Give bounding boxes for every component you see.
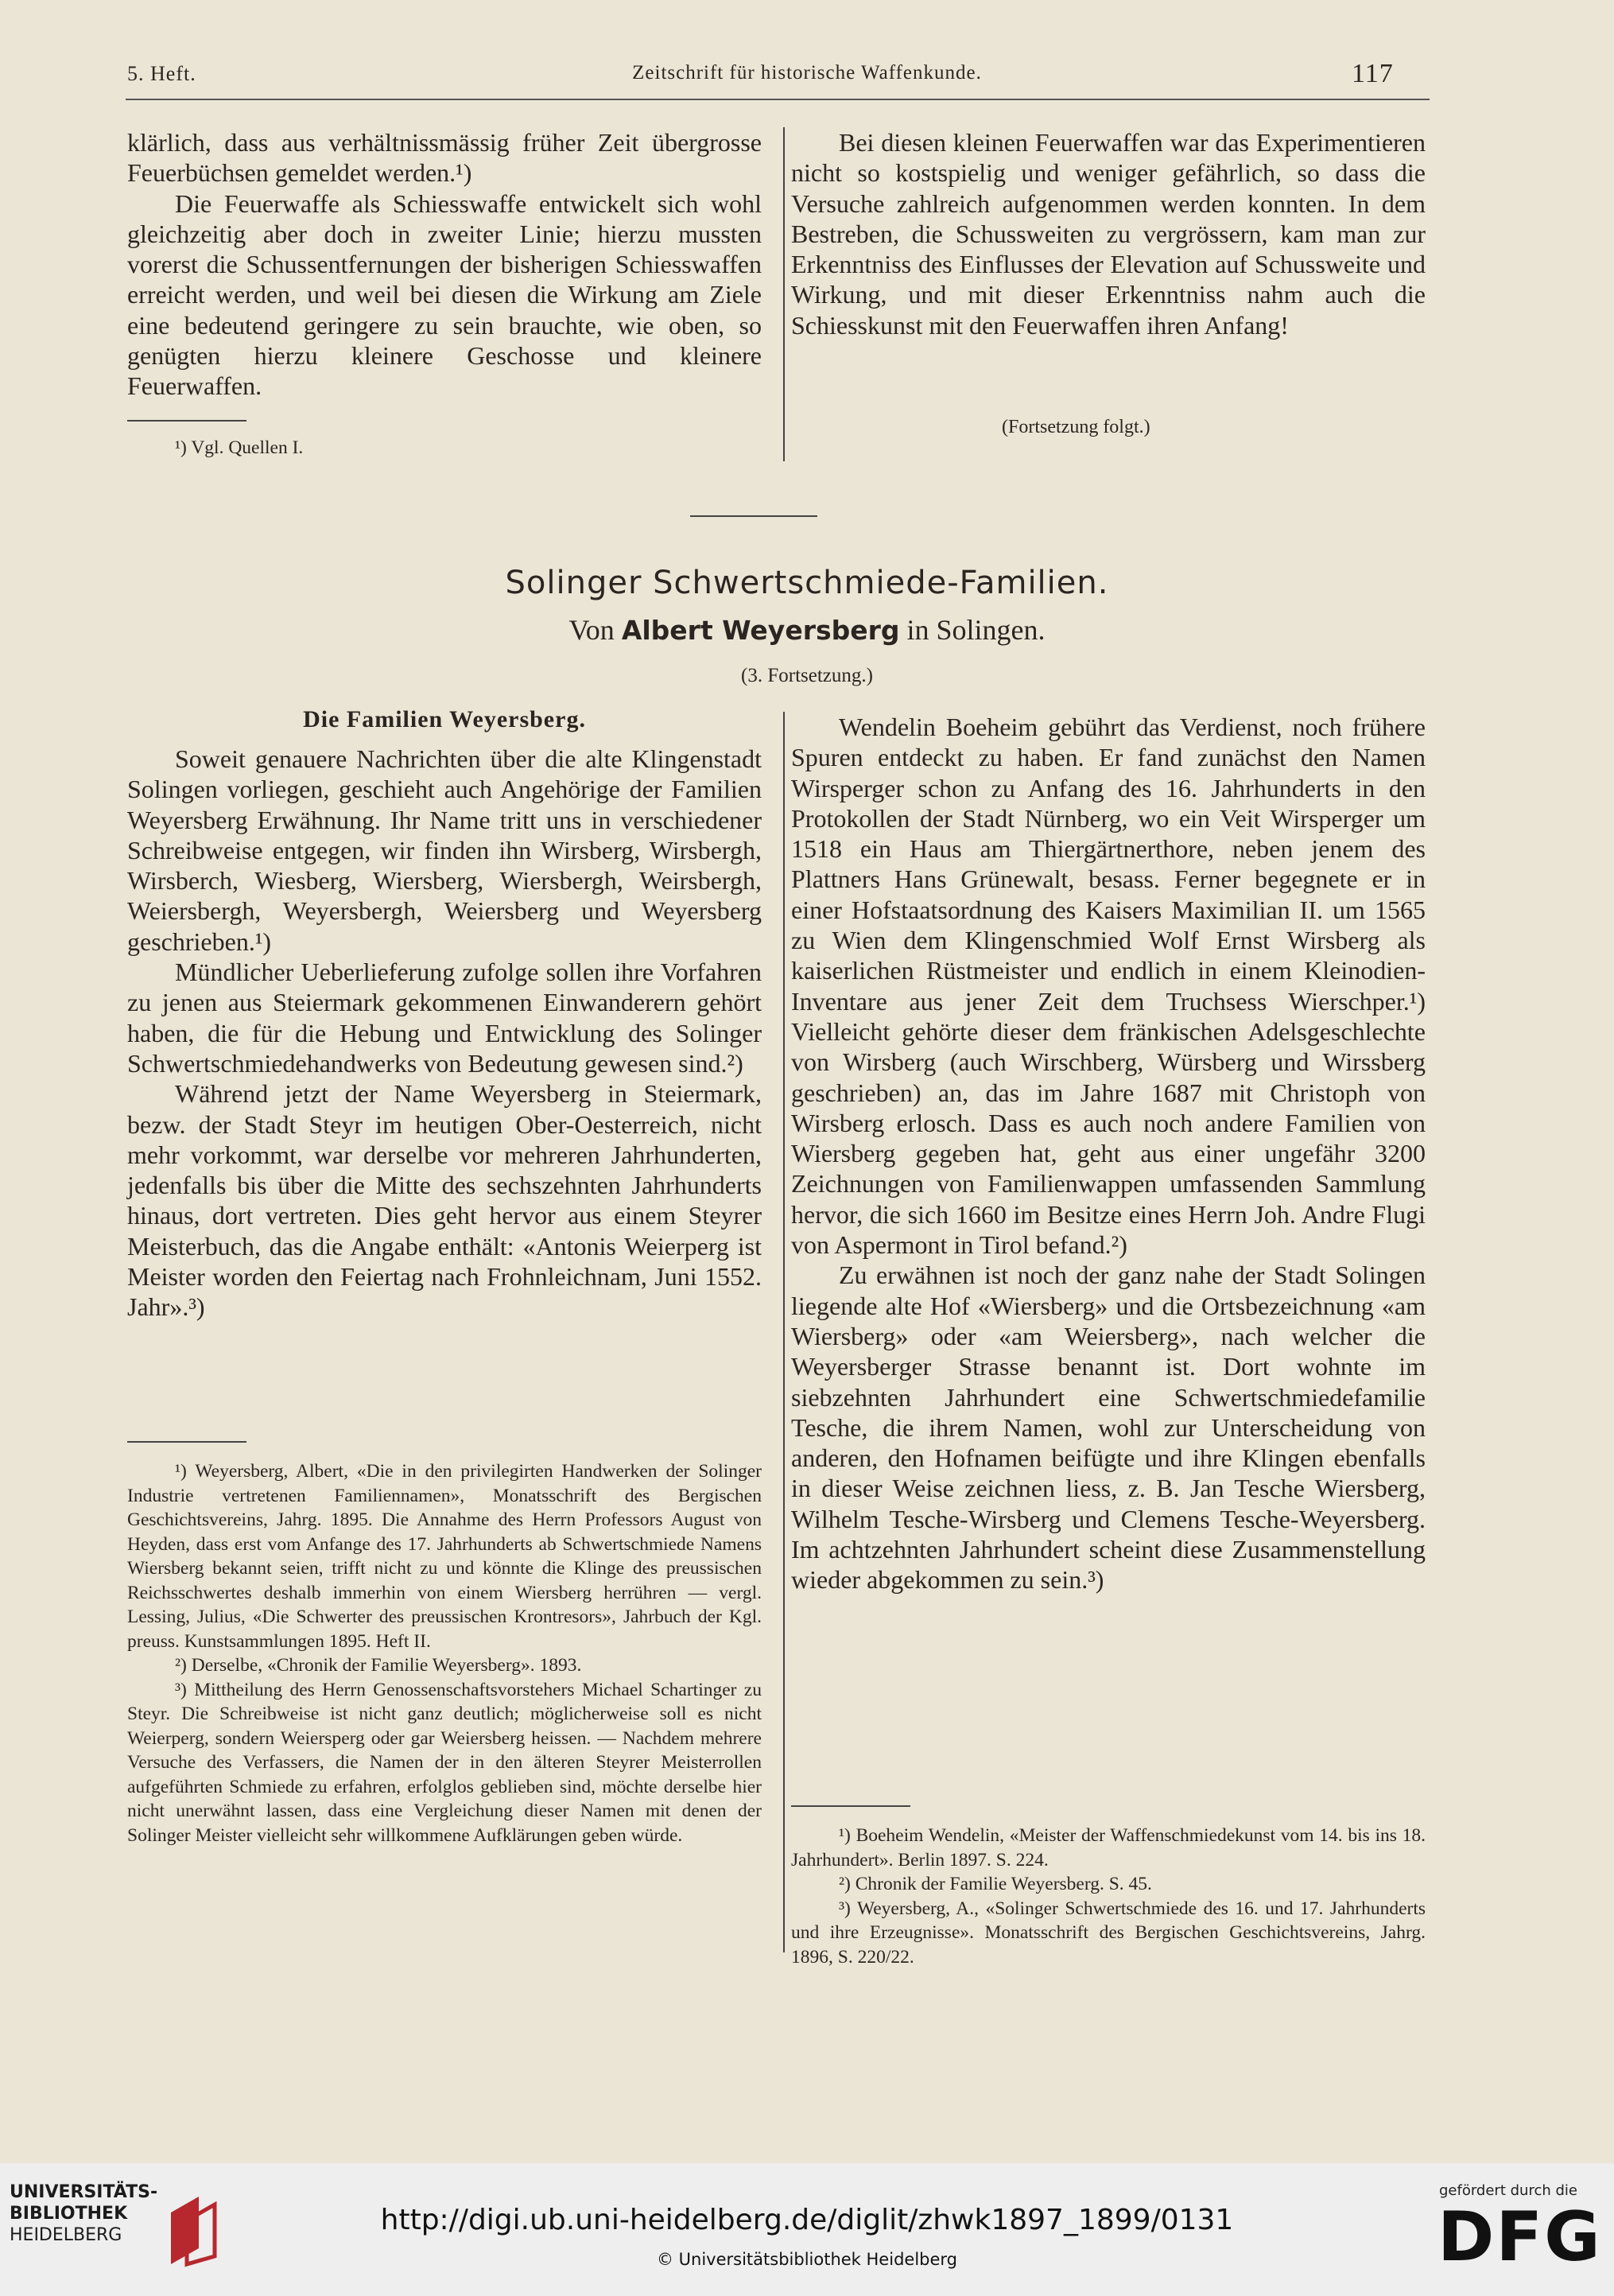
article-paragraph: Während jetzt der Name Weyersberg in Steiermark, bezw. der Stadt Steyr im heutigen Ober-Oesterreich, nicht mehr vorkommt, war derselbe vor mehreren Jahrhunderten, jedenfalls bis über die Mitte des sechszehnten Jahrhunderts hinaus, dort vertreten. Dies geht hervor aus einem Steyrer Meisterbuch, das die Angabe enthält: «Antonis Weierperg ist Meister worden den Feiertag nach Frohnleichnam, Juni 1552. Jahr».³)	[127, 1079, 762, 1322]
library-name-line: BIBLIOTHEK	[10, 2204, 128, 2224]
journal-title: Zeitschrift für historische Waffenkunde.	[632, 62, 982, 84]
article-left-footnotes	[127, 1459, 762, 1847]
library-name-line: HEIDELBERG	[10, 2225, 122, 2245]
copyright-notice: © Universitätsbibliothek Heidelberg	[656, 2250, 957, 2269]
article-paragraph: Zu erwähnen ist noch der ganz nahe der Stadt Solingen liegende alte Hof «Wiersberg» und die Ortsbezeichnung «am Wiersberg» oder «am Weiersberg», nach welcher die Weyersberger Strasse benannt ist. Dort wohnte im siebzehnten Jahrhundert eine Schwertschmiedefamilie Tesche, die ihrem Namen, wohl zur Unterscheidung von anderen, den Hofnamen beifügte und ihre Klingen ebenfalls in dieser Weise zeichnen liess, z. B. Jan Tesche Wiersberg, Wilhelm Tesche-Wirsberg und Clemens Tesche-Weyersberg. Im achtzehnten Jahrhundert scheint diese Zusammenstellung wieder abgekommen zu sein.³)	[791, 1261, 1426, 1595]
issue-label: 5. Heft.	[127, 62, 196, 85]
column-divider	[783, 712, 785, 1952]
article-paragraph: Soweit genauere Nachrichten über die alte Klingenstadt Solingen vorliegen, geschieht auch Angehörige der Familien Weyersberg Erwähnung. Ihr Name tritt uns in verschiedener Schreibweise entgegen, wir finden ihn Wirsberg, Wirsbergh, Wirsberch, Wiesberg, Wiersberg, Wiersbergh, Weirsbergh, Weiersbergh, Weyersbergh, Weiersberg und Weyersberg geschrieben.¹)	[127, 744, 762, 956]
footnote: ³) Weyersberg, A., «Solinger Schwertschmiede des 16. und 17. Jahrhunderts und ihre Erzeugnisse». Monatsschrift des Bergischen Geschichtsvereins, Jahrg. 1896, S. 220/22.	[791, 1898, 1426, 1968]
footnote: ³) Mittheilung des Herrn Genossenschaftsvorstehers Michael Schartinger zu Steyr. Die Schreibweise ist nicht ganz deutlich; möglicherweise soll es nicht Weierperg, sondern Weiersperg oder gar Weiersberg heissen. — Nachdem mehrere Versuche des Verfassers, die Namen der in den älteren Steyrer Meisterrollen aufgeführten Schmiede zu erfahren, erfolglos geblieben sind, möchte derselbe hier nicht unerwähnt lassen, dass eine Vergleichung dieser Namen mit denen der Solinger Meister vielleicht sehr willkommene Aufklärungen geben würde.	[127, 1679, 762, 1846]
funding-label: gefördert durch die	[1439, 2182, 1577, 2199]
article-paragraph: Mündlicher Ueberlieferung zufolge sollen ihre Vorfahren zu jenen aus Steiermark gekommenen Einwanderern gehört haben, die für die Hebung und Entwicklung des Solinger Schwertschmiedehandwerks von Bedeutung gewesen sind.²)	[127, 958, 762, 1078]
footnote-rule	[791, 1805, 910, 1807]
footnote: ¹) Vgl. Quellen I.	[175, 437, 304, 458]
footnote: ¹) Weyersberg, Albert, «Die in den privilegirten Handwerken der Solinger Industrie vertretenen Familiennamen», Monatsschrift des Bergischen Geschichtsvereins, Jahrg. 1895. Die Annahme des Herrn Professors August von Heyden, dass erst vom Anfange des 17. Jahrhunderts ab Schwertschmiede Namens Wiersberg bekannt seien, trifft nicht zu und könnte die Klinge des preussischen Reichsschwertes deshalb immerhin von einem Wiersberg herrühren — vergl. Lessing, Julius, «Die Schwerter des preussischen Krontresors», Jahrbuch der Kgl. preuss. Kunstsammlungen 1895. Heft II.	[127, 1461, 762, 1652]
footnote-rule	[127, 420, 246, 422]
prev-right-paragraph: Bei diesen kleinen Feuerwaffen war das Experimentieren nicht so kostspielig und weniger gefährlich, so dass die Versuche zahlreich aufgenommen werden konnten. In dem Bestreben, die Schussweiten zu vergrössern, kam man zur Erkenntniss des Einflusses der Elevation auf Schussweite und Wirkung, und mit dieser Erkenntniss nahm auch die Schiesskunst mit den Feuerwaffen ihren Anfang!	[791, 128, 1426, 340]
article-title: Solinger Schwertschmiede-Familien.	[505, 565, 1109, 601]
installment-note: (3. Fortsetzung.)	[741, 665, 873, 686]
article-separator	[690, 515, 817, 517]
article-right-column	[791, 712, 1426, 1595]
article-right-footnotes	[791, 1824, 1426, 1969]
column-divider	[783, 127, 785, 461]
author-name: Albert Weyersberg	[621, 615, 900, 646]
byline-prefix: Von	[568, 614, 615, 646]
footnote: ¹) Boeheim Wendelin, «Meister der Waffenschmiedekunst vom 14. bis ins 18. Jahrhundert». Berlin 1897. S. 224.	[791, 1825, 1426, 1871]
prev-left-footnotes	[127, 436, 762, 460]
prev-article-left-column	[127, 127, 762, 402]
header-rule	[126, 99, 1430, 100]
permalink-url[interactable]: http://digi.ub.uni-heidelberg.de/diglit/zhwk1897_1899/0131	[380, 2204, 1234, 2236]
page-number: 117	[1352, 59, 1394, 88]
prev-left-paragraph: klärlich, dass aus verhältnissmässig früher Zeit übergrosse Feuerbüchsen gemeldet werden.¹)	[127, 128, 762, 188]
continued-note: (Fortsetzung folgt.)	[1002, 417, 1150, 437]
footnote: ²) Chronik der Familie Weyersberg. S. 45.	[839, 1874, 1152, 1894]
library-name-line: UNIVERSITÄTS-	[10, 2182, 158, 2202]
footnote: ²) Derselbe, «Chronik der Familie Weyersberg». 1893.	[175, 1655, 582, 1676]
prev-left-paragraph: Die Feuerwaffe als Schiesswaffe entwickelt sich wohl gleichzeitig aber doch in zweiter Linie; hierzu mussten vorerst die Schussentfernungen der bisherigen Schiesswaffen erreicht werden, und weil bei diesen die Wirkung am Ziele eine bedeutend geringere zu sein brauchte, wie oben, so genügten hierzu kleinere Geschosse und kleinere Feuerwaffen.	[127, 188, 762, 401]
dfg-logo: DFG	[1437, 2197, 1602, 2277]
section-heading: Die Familien Weyersberg.	[303, 706, 586, 732]
article-paragraph: Wendelin Boeheim gebührt das Verdienst, noch frühere Spuren entdeckt zu haben. Er fand zunächst den Namen Wirsperger schon zu Anfang des 16. Jahrhunderts in den Protokollen der Stadt Nürnberg, wo ein Veit Wirsperger um 1518 ein Haus am Thiergärtnerthore, neben jenem des Plattners Hans Grünewalt, besass. Ferner begegnete er in einer Hofstaatsordnung des Kaisers Maximilian II. um 1565 zu Wien dem Klingenschmied Wolf Ernst Wirsberg als kaiserlichen Rüstmeister und endlich in einem Kleinodien-Inventare aus jener Zeit dem Truchsess Wierschper.¹) Vielleicht gehörte dieser dem fränkischen Adelsgeschlechte von Wirsberg (auch Wirschberg, Würsberg und Wirssberg geschrieben) an, das im Jahre 1687 mit Christoph von Wirsberg erlosch. Dass es auch noch andere Familien von Wiersberg gegeben hat, geht aus einer ungefähr 3200 Zeichnungen von Familienwappen umfassenden Sammlung hervor, die sich 1660 im Besitze eines Herrn Joh. Andre Flugi von Aspermont in Tirol befand.²)	[791, 713, 1426, 1260]
footnote-rule	[127, 1441, 246, 1443]
article-byline	[0, 613, 1614, 647]
prev-article-right-column	[791, 127, 1426, 340]
byline-suffix: in Solingen.	[906, 614, 1046, 646]
article-left-column	[127, 744, 762, 1323]
